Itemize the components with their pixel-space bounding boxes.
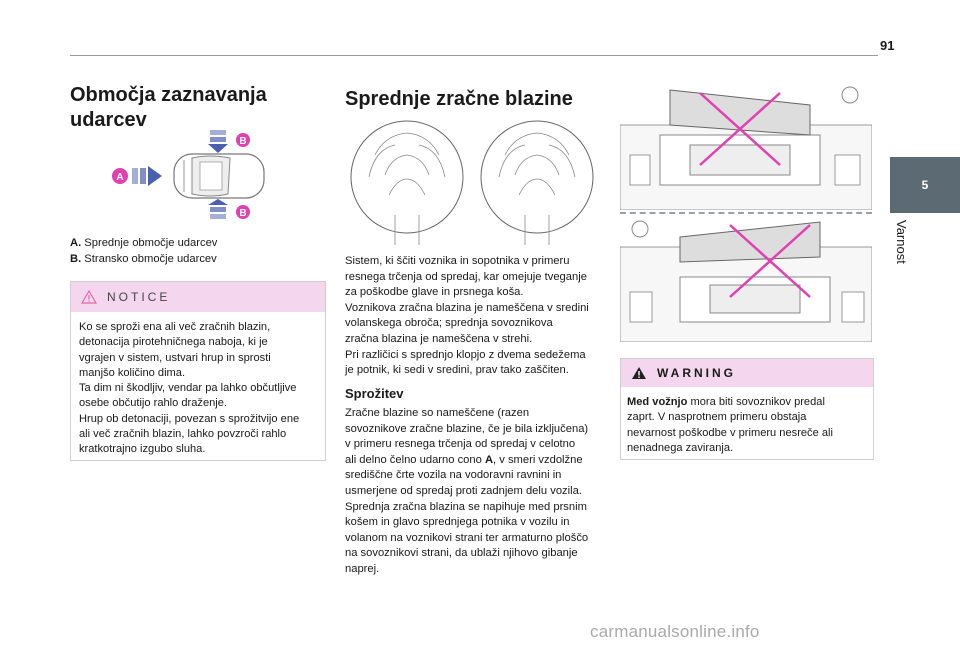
section-title-impact-zones (70, 83, 267, 133)
title-line-2: udarcev (70, 109, 147, 131)
svg-text:B: B (239, 136, 247, 147)
notice-triangle-icon (81, 290, 97, 304)
title-line-1: Območja zaznavanja (70, 84, 267, 106)
watermark: carmanualsonline.info (590, 622, 760, 641)
car-topview-icon (110, 128, 270, 220)
subtitle-deployment: Sprožitev (345, 386, 404, 401)
zone-letter: A (484, 453, 494, 466)
notice-callout (70, 281, 326, 461)
warning-triangle-icon (631, 366, 647, 380)
notice-title: NOTICE (107, 290, 171, 304)
top-rule (70, 55, 878, 56)
warning-title: WARNING (657, 366, 736, 380)
airbag-illustration (345, 115, 597, 245)
section-title-front-airbags: Sprednje zračne blazine (345, 88, 573, 110)
warning-text: Med vožnjo mora biti sovoznikov predal zaprt. V nasprotnem primeru obstaja nevarnost poškodbe v primeru nesreče ali nenadnega zaviranja. (627, 396, 833, 454)
chapter-title-text: Varnost (894, 220, 909, 264)
warning-header (621, 359, 873, 387)
dashboard-illustration (620, 85, 872, 210)
dashboard-illustration-2 (620, 217, 872, 342)
illustration-divider (620, 212, 872, 214)
chapter-tab[interactable]: 5 (890, 157, 960, 213)
legend-item-a: A. Sprednje območje udarcev (70, 237, 218, 249)
svg-text:A: A (116, 172, 124, 183)
chapter-title (893, 220, 913, 300)
legend-item-b: B. Stransko območje udarcev (70, 253, 217, 265)
intro-paragraph: Sistem, ki ščiti voznika in sopotnika v primeru resnega trčenja od spredaj, kar omejuje tveganje za poškodbe glave in prsnega koša. Voznikova zračna blazina je nameščena v sredini volanskega obroča; sprednja sovoznikova zračna blazina je nameščena v strehi. Pri različici s sprednjo klopjo z dvema sedežema je potnik, ki sedi v sredini, prav tako zaščiten. (345, 255, 589, 377)
svg-text:B: B (239, 208, 247, 219)
notice-text: Ko se sproži ena ali več zračnih blazin, detonacija pirotehničnega naboja, ki je vgrajen v sistem, ustvari hrup in sprosti manjšo količino dima. Ta dim ni škodljiv, vendar pa lahko občutljive osebe občutijo rahlo draženje. Hrup ob detonaciji, povezan s sprožitvijo ene ali več zračnih blazin, lahko povzroči rahlo kratkotrajno izgubo sluha. (79, 321, 300, 456)
notice-header (71, 282, 325, 312)
page-number: 91 (880, 38, 895, 53)
warning-callout (620, 358, 874, 460)
deployment-paragraph: Zračne blazine so nameščene (razen sovoznikove zračne blazine, če je bila izključena) v primeru resnega trčenja od spredaj v celotno ali delno čelno udarno cono A, v smeri vzdolžne središčne črte vozila na vodoravni ravnini in usmerjene od spredaj proti zadnjem delu vozila. Sprednja zračna blazina se napihuje med prsnim košem in glavo sprednjega potnika v vozilu in volanom na voznikovi strani ter armaturno ploščo na sovoznikovi strani, da ublaži njihovo gibanje naprej. (345, 407, 589, 575)
